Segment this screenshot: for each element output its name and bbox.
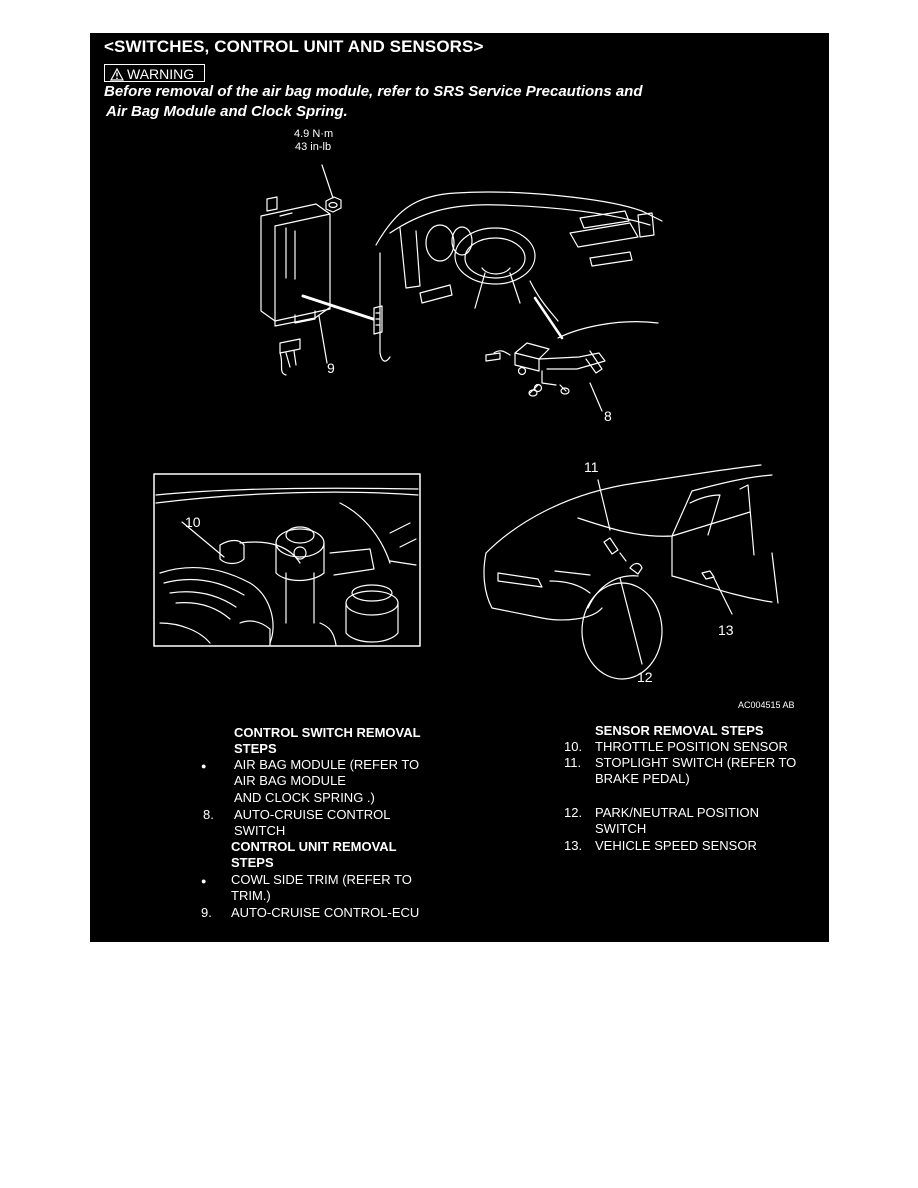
vehicle-drawing xyxy=(484,465,778,679)
step-line: PARK/NEUTRAL POSITION xyxy=(595,805,759,820)
dashboard-drawing xyxy=(374,192,662,361)
mounting-nut xyxy=(322,165,341,212)
step-marker: 11. xyxy=(564,755,582,770)
warning-label: WARNING xyxy=(127,66,195,82)
callout-8: 8 xyxy=(604,408,612,424)
auto-cruise-ecu-drawing xyxy=(261,197,373,375)
step-marker: 12. xyxy=(564,805,583,820)
document-panel xyxy=(90,33,829,942)
step-line: AIR BAG MODULE (REFER TO xyxy=(234,757,420,772)
figure-id: AC004515 AB xyxy=(738,700,795,710)
step-line: STOPLIGHT SWITCH (REFER TO xyxy=(595,755,797,770)
step-line: AUTO-CRUISE CONTROL xyxy=(234,807,391,822)
step-line: COWL SIDE TRIM (REFER TO xyxy=(231,872,412,887)
step-marker: 10. xyxy=(564,739,583,754)
step-marker: ● xyxy=(201,761,207,771)
step-marker: 8. xyxy=(203,807,214,822)
step-line: SWITCH xyxy=(234,823,286,838)
step-marker: 9. xyxy=(201,905,212,920)
step-marker: 13. xyxy=(564,838,583,853)
callout-11: 11 xyxy=(584,459,599,475)
step-line: BRAKE PEDAL) xyxy=(595,771,690,786)
step-marker: ● xyxy=(201,876,207,886)
throttle-body-inset xyxy=(154,474,420,646)
step-line: TRIM.) xyxy=(231,888,271,903)
warning-text-line2: Air Bag Module and Clock Spring. xyxy=(106,103,348,120)
step-line: SWITCH xyxy=(595,821,647,836)
sensor-heading: SENSOR REMOVAL STEPS xyxy=(595,723,764,738)
step-line: AND CLOCK SPRING .) xyxy=(234,790,375,805)
callout-12: 12 xyxy=(637,669,653,685)
step-line: THROTTLE POSITION SENSOR xyxy=(595,739,788,754)
section-title: <SWITCHES, CONTROL UNIT AND SENSORS> xyxy=(104,37,484,56)
step-line: AUTO-CRUISE CONTROL-ECU xyxy=(231,905,420,920)
callout-9: 9 xyxy=(327,360,335,376)
callout-13: 13 xyxy=(718,622,734,638)
step-line: VEHICLE SPEED SENSOR xyxy=(595,838,757,853)
warning-text-line1: Before removal of the air bag module, refer to SRS Service Precautions and xyxy=(104,83,643,100)
torque-inlb: 43 in-lb xyxy=(295,141,332,153)
control-switch-heading1: CONTROL SWITCH REMOVAL xyxy=(234,725,421,740)
control-unit-heading2: STEPS xyxy=(231,855,274,870)
auto-cruise-switch-drawing xyxy=(486,343,605,411)
step-line: AIR BAG MODULE xyxy=(234,773,346,788)
control-unit-heading1: CONTROL UNIT REMOVAL xyxy=(231,839,397,854)
callout-10: 10 xyxy=(185,514,201,530)
torque-nm: 4.9 N·m xyxy=(294,128,334,140)
control-switch-heading2: STEPS xyxy=(234,741,277,756)
